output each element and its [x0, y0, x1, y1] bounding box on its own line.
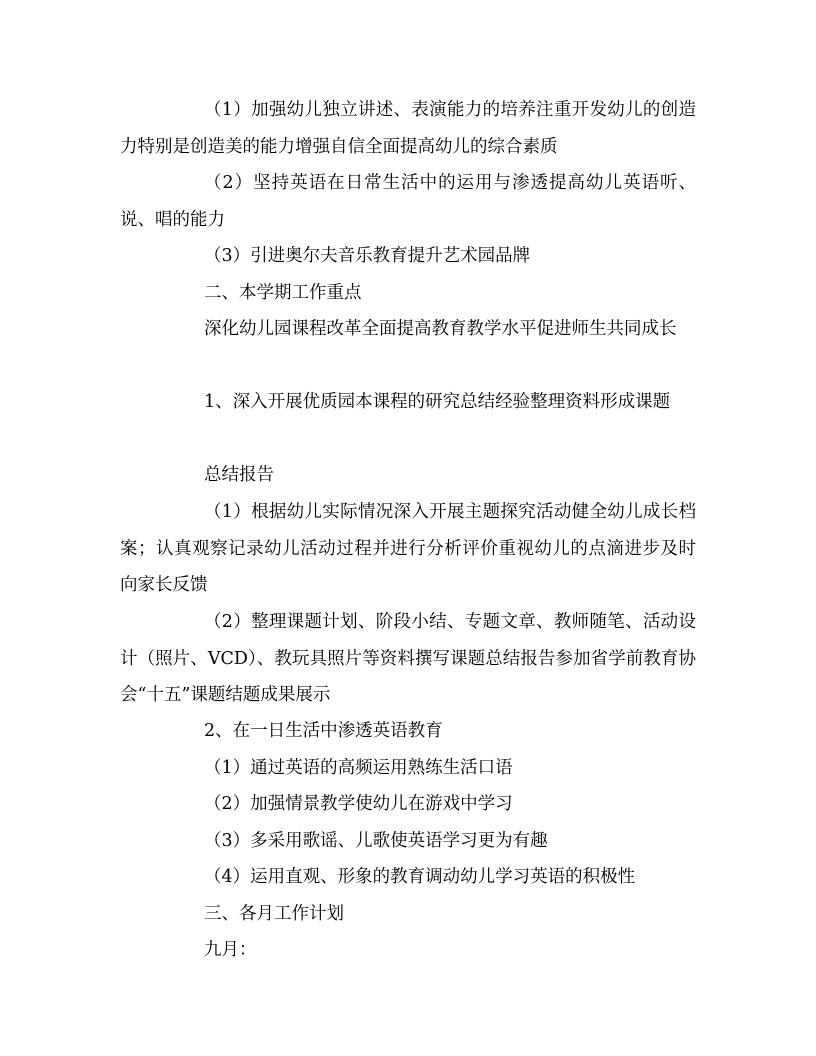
- paragraph-english-4: （4）运用直观、形象的教育调动幼儿学习英语的积极性: [204, 867, 636, 887]
- paragraph-curriculum-reform: 深化幼儿园课程改革全面提高教育教学水平促进师生共同成长: [204, 319, 677, 339]
- paragraph-project-materials: （2）整理课题计划、阶段小结、专题文章、教师随笔、活动设计（照片、VCD）、教玩具照片等资料撰写课题总结报告参加省学前教育协会“十五”课题结题成果展示: [120, 612, 696, 705]
- subheading-english-education: 2、在一日生活中渗透英语教育: [204, 721, 443, 741]
- paragraph-goal-1: （1）加强幼儿独立讲述、表演能力的培养注重开发幼儿的创造力特别是创造美的能力增强自信全面提高幼儿的综合素质: [120, 100, 696, 157]
- paragraph-goal-3: （3）引进奥尔夫音乐教育提升艺术园品牌: [204, 246, 531, 266]
- paragraph-summary-report: 总结报告: [204, 465, 274, 485]
- paragraph-english-2: （2）加强情景教学使幼儿在游戏中学习: [204, 794, 513, 814]
- paragraph-theme-activities: （1）根据幼儿实际情况深入开展主题探究活动健全幼儿成长档案；认真观察记录幼儿活动过程并进行分析评价重视幼儿的点滴进步及时向家长反馈: [120, 502, 696, 595]
- paragraph-english-1: （1）通过英语的高频运用熟练生活口语: [204, 758, 513, 778]
- paragraph-english-3: （3）多采用歌谣、儿歌使英语学习更为有趣: [204, 831, 548, 851]
- section-heading-monthly-plan: 三、各月工作计划: [204, 904, 344, 924]
- section-heading-key-work: 二、本学期工作重点: [204, 283, 362, 303]
- month-label-september: 九月：: [204, 940, 257, 960]
- subheading-course-research: 1、深入开展优质园本课程的研究总结经验整理资料形成课题: [204, 392, 671, 412]
- paragraph-goal-2: （2）坚持英语在日常生活中的运用与渗透提高幼儿英语听、说、唱的能力: [120, 173, 696, 230]
